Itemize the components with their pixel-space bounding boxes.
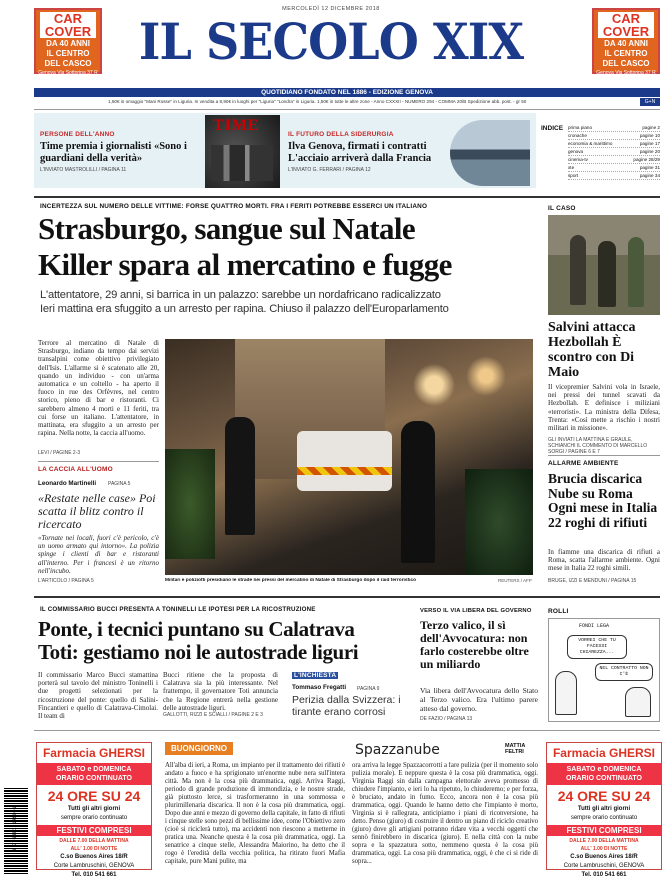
ad-band-1: SABATO e DOMENICA: [56, 766, 132, 773]
tree: [165, 449, 215, 559]
ad-band-2: FESTIVI COMPRESI: [37, 825, 151, 836]
lead-kicker: INCERTEZZA SUL NUMERO DELLE VITTIME: FORSE QUATTRO MORTI. FRA I FERITI POTREBBE ESSERCI UN ITALIANO: [40, 203, 428, 210]
ad-line1: Tutti gli altri giorni: [67, 806, 121, 812]
cartoon-bubble-3: NEL CONTRATTO NON C'È: [595, 663, 653, 681]
alarm-kicker: ALLARME AMBIENTE: [548, 460, 619, 467]
divider: [34, 109, 660, 110]
photo-caption: Militari e poliziotti presidiano le strade nei pressi del mercatino di Natale di Strasburgo dopo il raid terroristico: [165, 578, 417, 583]
index-item[interactable]: [568, 140, 660, 148]
time-cover-photo[interactable]: [205, 115, 280, 188]
ad-hours: 24 ORE SU 24: [557, 788, 651, 804]
ad-name: Farmacia GHERSI: [42, 746, 146, 760]
ad-line1: Tutti gli altri giorni: [577, 806, 631, 812]
founded-text: QUOTIDIANO FONDATO NEL 1886 - EDIZIONE GENOVA: [261, 89, 433, 96]
cartoon-bubble-1: FONDI LEGA: [579, 623, 610, 629]
teaser-kicker-1: PERSONE DELL'ANNO: [40, 131, 115, 138]
manhunt-body: «Tornate nei locali, fuori c'è pericolo, c'è un uomo armato qui intorno». La polizia spinge i clienti di bar e ristoranti all'interno. Per i francesi è un ritorno nell'incubo.: [38, 534, 159, 575]
divider: [34, 596, 660, 598]
terzo-kicker: VERSO IL VIA LIBERA DEL GOVERNO: [420, 608, 532, 614]
index-item-name: cronache: [568, 133, 587, 138]
manhunt-byline: L'ARTICOLO / PAGINA 5: [38, 578, 94, 584]
manhunt-page: PAGINA 5: [108, 481, 131, 487]
second-headline-1[interactable]: Ponte, i tecnici puntano su Calatrava: [38, 617, 355, 641]
ad-brand: CAR COVER: [40, 12, 96, 38]
teaser-headline-2[interactable]: Ilva Genova, firmati i contratti L'acciaio arriverà dalla Francia: [288, 141, 432, 164]
ad-phone: Tel. 010 541 661: [71, 872, 117, 878]
right-headline[interactable]: Salvini attacca Hezbollah È scontro con Di Maio: [548, 320, 636, 380]
founded-bar: [34, 88, 660, 97]
spazzanube-title[interactable]: Spazzanube: [355, 742, 440, 758]
index-item-name: xte: [568, 165, 575, 170]
ad-band-1b: ORARIO CONTINUATO: [56, 775, 132, 782]
cartoon-bubble-2: VORREI CHE TU FACESSI CHIAREZZA...: [567, 635, 627, 659]
ad-name: Farmacia GHERSI: [552, 746, 656, 760]
gn-badge: G+N: [640, 98, 660, 106]
ad-line2: IL CENTRO: [604, 49, 648, 58]
ad-line2: sempre orario continuato: [60, 815, 128, 821]
right-byline: GLI INVIATI LA MATTINA E GRAULE, SCHIANCHI IL COMMENTO DI MARCELLO SORGI / PAGINE 6 E 7: [548, 437, 648, 455]
figure-2: [598, 241, 616, 307]
index-item-name: genova: [568, 149, 584, 154]
barcode-number: 9 770391 146001: [12, 806, 18, 852]
inquiry-kicker: [292, 672, 338, 679]
salvini-photo[interactable]: [548, 215, 660, 315]
right-kicker: IL CASO: [548, 205, 576, 212]
ad-line3: DEL CASCO: [44, 59, 92, 68]
car-stripe: [297, 467, 392, 475]
ad-line2: sempre orario continuato: [570, 815, 638, 821]
inquiry-page: PAGINA 9: [357, 686, 380, 692]
ad-phone: Tel. 010 2471647: [606, 78, 646, 84]
ad-band-2: FESTIVI COMPRESI: [547, 825, 661, 836]
index-item-name: prima piano: [568, 125, 593, 130]
index-item-name: economia & marittimo: [568, 141, 613, 146]
column-body: All'alba di ieri, a Roma, un impianto per il trattamento dei rifiuti è andato a fuoco e ha sprigionato un'enorme nube nera sull'intera città. Ma non è la cosa più drammatica, oggi. Arriva Raggi, periodo di grande produzione di immondizia, e le nostre strade, già piuttosto lerce, si trasformeranno in una sommossa e plurimillenaria discarica. Il non è la cosa più drammatica, oggi. Dopo due anni e mezzo di governo della capitale, in fatto di rifiuti i cinque stelle sono pezzi di bellissime idee, come l'Obiettivo zero (cioè si riciclerà tutto), ma accidenti non riescono a metterne in pratica una. Neanche questa è la cosa più drammatica, oggi. La senatrice a cinque stelle, Alessandra Maiorino, ha detto che il rogo è l'eredità della vecchia politica, ha ritirato fuori Mafia capitale, pure Mani pulite, ma: [165, 762, 345, 865]
inquiry-kicker-text: L'INCHIESTA: [294, 672, 337, 679]
index-item[interactable]: [568, 124, 660, 132]
index-item[interactable]: [568, 148, 660, 156]
index-item[interactable]: [568, 172, 660, 180]
teaser-byline-1: L'INVIATO MASTROLILLI / PAGINA 11: [40, 167, 127, 173]
alarm-headline[interactable]: Brucia discarica Nube su Roma Ogni mese in Italia 22 roghi di rifiuti: [548, 471, 658, 530]
cartoon-figure-left: [555, 671, 577, 715]
divider: [34, 196, 660, 198]
photo-figures: [211, 145, 273, 181]
second-body-2: Bucci ritiene che la proposta di Calatrava sia la più interessante. Nel frattempo, il governatore Toti annuncia che la Regione entrerà nella gestione delle autostrade liguri.: [163, 671, 278, 712]
ad-line3: DALLE 7.00 DELLA MATTINA: [569, 838, 639, 844]
ad-line1: DA 40 ANNI: [46, 39, 90, 48]
right-body: Il vicepremier Salvini vola in Israele, nei pressi dei tunnel scavati da Hezbollah. E definisce i miliziani «terroristi». La ministra della Difesa, Trenta: «Così mette a rischio i nostri militari in missione».: [548, 383, 660, 433]
teaser-kicker-2: IL FUTURO DELLA SIDERURGIA: [288, 131, 394, 138]
second-body-1: Il commissario Marco Bucci stamattina porterà sul tavolo del ministro Toninelli i due progetti selezionati per la ricostruzione del ponte: quello di Salini-Fincantieri e quello di Calatrava-Cimolai. Il team di: [38, 671, 158, 721]
time-logo: TIME: [213, 117, 260, 134]
index-item-page: pagine 28/29: [633, 157, 660, 162]
ad-line1: DA 40 ANNI: [604, 39, 648, 48]
index-item-page: pagine 17: [639, 141, 660, 146]
divider: [34, 730, 660, 731]
ad-address: C.so Buenos Aires 18/R: [570, 854, 638, 860]
second-kicker: IL COMMISSARIO BUCCI PRESENTA A TONINELLI LE IPOTESI PER LA RICOSTRUZIONE: [40, 606, 316, 613]
manhunt-kicker: LA CACCIA ALL'UOMO: [38, 466, 113, 473]
price-line: 1,50€ in omaggio "Mani Rosse" in Liguria. In vendita a 8,90€ in luoghi per "Liguria" "Londra" in Liguria. 1,50€ in tutte le altre zone - Anno CXXXII - NUMERO 294 - COMMA 20/B Spedizione abb. post. - gr 50: [108, 99, 527, 104]
car-cover-ad-left[interactable]: [34, 8, 102, 84]
inquiry-headline[interactable]: Perizia dalla Svizzera: i tirante erano corrosi: [292, 694, 401, 718]
ad-line2: IL CENTRO: [46, 49, 90, 58]
alarm-byline: BRUGE, IZZI E MENDUNI / PAGINA 15: [548, 578, 637, 584]
lead-headline-1[interactable]: Strasburgo, sangue sul Natale: [38, 211, 416, 246]
ad-phone: Tel. 010 2471647: [48, 78, 88, 84]
soldier-right: [401, 421, 435, 563]
ad-line3: DEL CASCO: [602, 59, 650, 68]
ad-line3: DALLE 7.00 DELLA MATTINA: [59, 838, 129, 844]
ad-city: Corte Lambruschini, GENOVA: [563, 863, 645, 869]
ad-address: C.so Buenos Aires 18/R: [60, 854, 128, 860]
index-item-page: pagine 20: [639, 149, 660, 154]
ad-band: [547, 763, 661, 785]
index-item-page: pagine 2: [642, 125, 660, 130]
index-item-name: sport: [568, 173, 579, 178]
alarm-body: In fiamme una discarica di rifiuti a Roma, scatta l'allarme ambiente. Ogni mese in Italia 22 roghi simili.: [548, 548, 660, 573]
second-headline-2[interactable]: Toti: gestiamo noi le autostrade liguri: [38, 640, 359, 664]
tree-right: [465, 469, 533, 575]
cartoon-figure-right: [625, 687, 651, 717]
car-cover-ad-right[interactable]: [592, 8, 660, 84]
ilva-ship-photo[interactable]: [450, 120, 530, 186]
issue-date: MERCOLEDÌ 12 DICEMBRE 2018: [282, 6, 380, 12]
rolli-kicker: ROLLI: [548, 608, 569, 615]
figure-1: [570, 235, 586, 305]
lead-deck-2: Ieri mattina era sfuggito a un arresto per rapina. Chiuso il palazzo dell'Europarlamento: [40, 303, 449, 315]
index-item-page: pagine 31: [639, 165, 660, 170]
index-item[interactable]: [568, 156, 660, 164]
terzo-headline[interactable]: Terzo valico, il sì dell'Avvocatura: non farlo costerebbe oltre un miliardo: [420, 618, 529, 671]
index-label: INDICE: [541, 125, 564, 132]
ad-phone: Tel. 010 541 661: [581, 872, 627, 878]
ad-hours: 24 ORE SU 24: [47, 788, 141, 804]
ad-city: Corte Lambruschini, GENOVA: [53, 863, 135, 869]
strasbourg-photo[interactable]: [165, 339, 533, 575]
farmacia-ad-right[interactable]: [546, 742, 662, 878]
manhunt-headline[interactable]: «Restate nelle case» Poi scatta il blitz contro il ricercato: [38, 491, 156, 531]
index-item[interactable]: [568, 132, 660, 140]
ad-band-1: SABATO e DOMENICA: [566, 766, 642, 773]
terzo-byline: DE FAZIO / PAGINA 13: [420, 716, 473, 722]
spazzanube-body: ora arriva la legge Spazzacorrotti a fare pulizia (per il momento solo pulizia morale). E neppure questa è la cosa più drammatica, oggi. Virginia Raggi sin dalla campagna elettorale aveva promesso di chiudere l'impianto, e ieri lo ha ripetuto, lo chiuderemo; e per forza, è bruciato, andato in fumo. Ecco, ancora non è la cosa più drammatica, oggi. Quando le hanno detto che l'impianto è morto, Virginia si è rallegrata, anticipiamo i piani di riconversione, ha detto. Penso (giuro) di costruire il dentro un piano di riciclo creativo (giuro) dove gli artigiani potranno ridare vita a vecchi oggetti che sennò finirebbero in discarica (giuro). E nella città con la nube sopra e la spazzatura sotto, nemmeno questa è la cosa più drammatica, oggi. La cosa più drammatica, oggi, è che ci si ride di sopra...: [352, 762, 538, 865]
ad-line4: ALL' 1.00 DI NOTTE: [580, 846, 628, 852]
terzo-body: Via libera dell'Avvocatura dello Stato al Terzo valico. Era l'ultimo parere atteso dal governo.: [420, 686, 538, 713]
ad-address: Genova Via Sottoripa 37 R: [38, 70, 98, 76]
photo-credit: REUTERS / AFP: [498, 578, 532, 583]
ad-brand: CAR COVER: [598, 12, 654, 38]
rolli-cartoon[interactable]: [548, 618, 660, 722]
second-byline: GALLOTTI, RIZZI E SCIALLI / PAGINE 2 E 3: [163, 712, 263, 718]
divider: [38, 461, 159, 462]
lead-byline: LEVI / PAGINE 2-3: [38, 450, 81, 456]
index-item-page: pagine 34: [639, 173, 660, 178]
newspaper-title: IL SECOLO XIX: [138, 12, 524, 71]
farmacia-ad-left[interactable]: [36, 742, 152, 878]
figure-3: [628, 237, 644, 307]
divider: [548, 455, 660, 456]
index-item-name: cinema-tv: [568, 157, 588, 162]
manhunt-author: Leonardo Martinelli: [38, 480, 97, 487]
lead-body: Terrore al mercatino di Natale di Strasburgo, indiano da tempo dai servizi transalpini come obiettivo privilegiato dell'Isis. L'allarme si è scatenato alle 20, quando un individuo - con un'arma automatica e un coltello - ha aperto il fuoco in rue des Orfèvres, nel centro storico, pieno di bar e ristoranti. Ci sarebbero almeno 4 morti e 11 feriti, tra cui forse un italiano. L'attentatore, in mattinata, era sfuggito a un arresto per rapina. Nella notte, la caccia all'uomo.: [38, 339, 159, 438]
index-item[interactable]: [568, 164, 660, 172]
index-list: [568, 124, 660, 180]
masthead: [0, 0, 662, 96]
teaser-headline-1[interactable]: Time premia i giornalisti «Sono i guardiani della verità»: [40, 141, 187, 164]
ad-band-1b: ORARIO CONTINUATO: [566, 775, 642, 782]
ad-address: Genova Via Sottoripa 37 R: [596, 70, 656, 76]
lead-headline-2[interactable]: Killer spara al mercatino e fugge: [38, 247, 452, 282]
inquiry-author: Tommaso Fregatti: [292, 684, 347, 691]
column-label: [165, 742, 233, 755]
spazzanube-author: MATTIA FELTRI: [505, 743, 526, 755]
lead-deck-1: L'attentatore, 29 anni, si barrica in un palazzo: sarebbe un nordafricano radicalizzato: [40, 289, 441, 301]
ad-band: [37, 763, 151, 785]
police-car: [297, 431, 392, 491]
soldier-left: [225, 417, 255, 535]
teaser-byline-2: L'INVIATO G. FERRARI / PAGINA 12: [288, 167, 371, 173]
ad-line4: ALL' 1.00 DI NOTTE: [70, 846, 118, 852]
index-item-page: pagine 10: [639, 133, 660, 138]
column-label-text: BUONGIORNO: [171, 744, 227, 753]
